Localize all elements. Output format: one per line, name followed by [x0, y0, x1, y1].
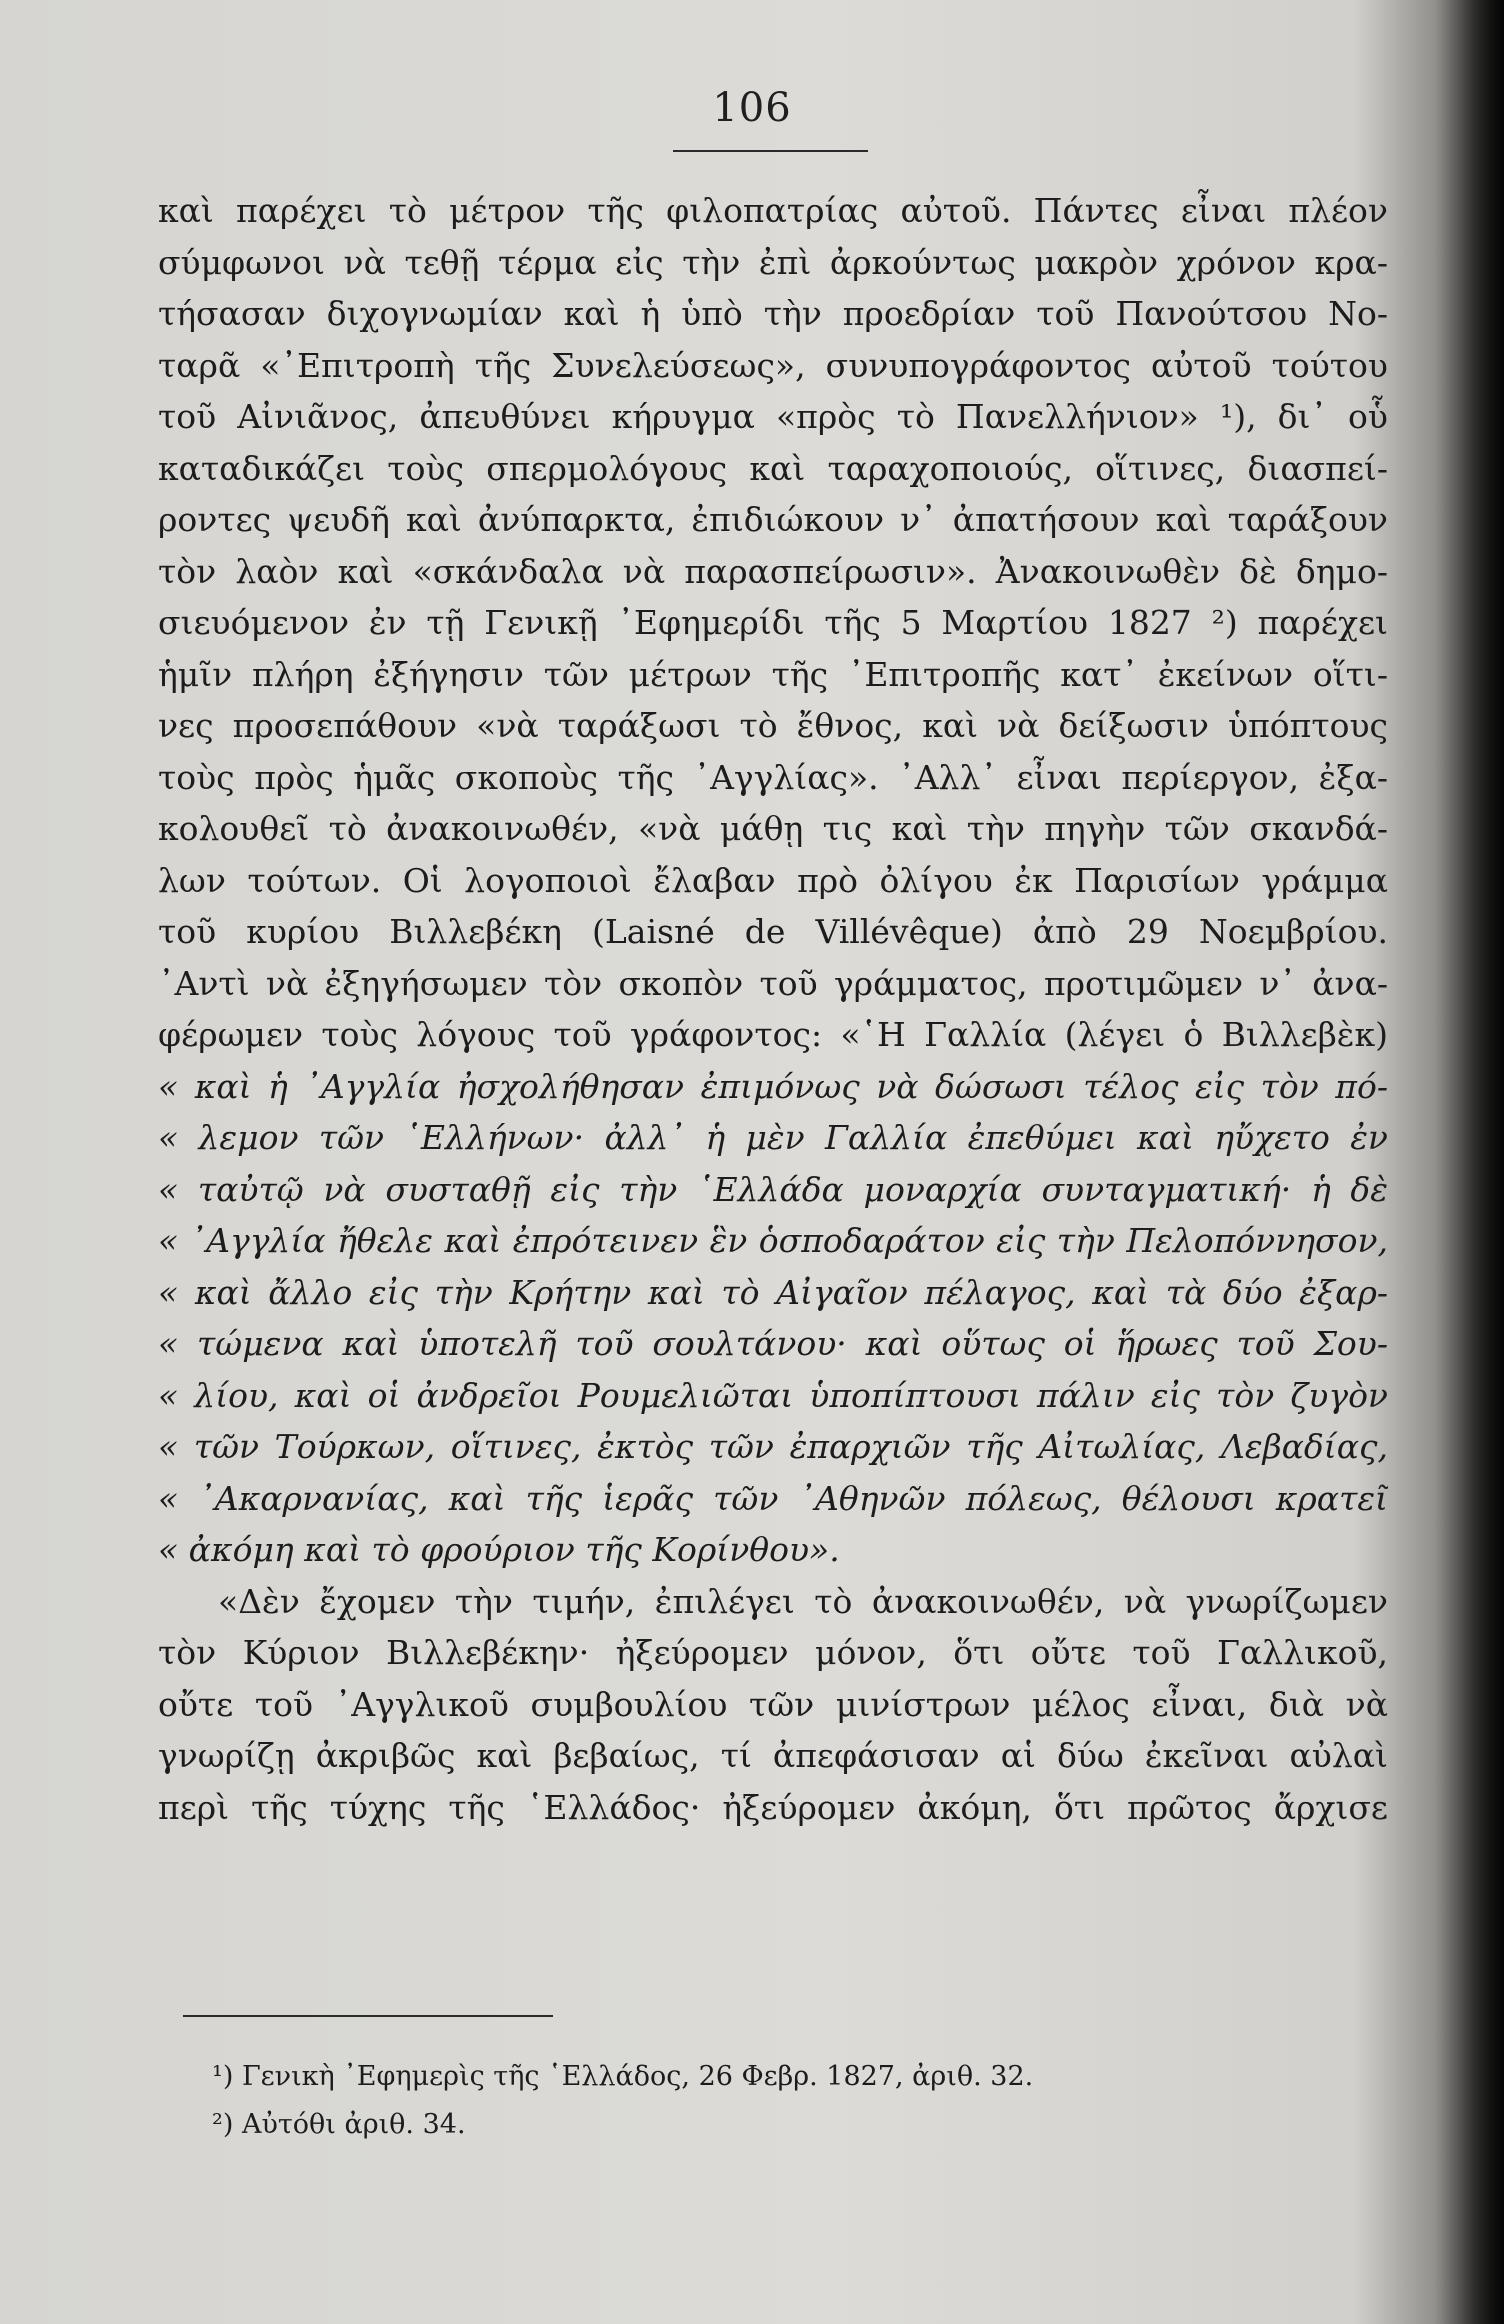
body-line: τὸν Κύριον Βιλλεβέκην· ἠξεύρομεν μόνον, ὅτι οὔτε τοῦ Γαλλικοῦ,	[158, 1633, 1388, 1672]
body-line: λων τούτων. Οἱ λογοποιοὶ ἔλαβαν πρὸ ὀλίγου ἐκ Παρισίων γράμμα	[158, 860, 1388, 900]
page-number: 106	[712, 85, 792, 131]
body-line: «Δὲν ἔχομεν τὴν τιμήν, ἐπιλέγει τὸ ἀνακοινωθέν, νὰ γνωρίζωμεν	[218, 1581, 1388, 1621]
body-line: τήσασαν διχογνωμίαν καὶ ἡ ὑπὸ τὴν προεδρίαν τοῦ Πανούτσου Νο-	[158, 294, 1388, 333]
quote-line: « ᾿Αγγλία ἤθελε καὶ ἐπρότεινεν ἓν ὁσποδαράτον εἰς τὴν Πελοπόννησον,	[158, 1221, 1388, 1260]
body-line: περὶ τῆς τύχης τῆς ῾Ελλάδος· ἠξεύρομεν ἀκόμη, ὅτι πρῶτος ἄρχισε	[158, 1787, 1388, 1827]
body-line: φέρωμεν τοὺς λόγους τοῦ γράφοντος: «῾Η Γαλλία (λέγει ὁ Βιλλεβὲκ)	[158, 1015, 1388, 1054]
body-line: σιευόμενον ἐν τῇ Γενικῇ ᾿Εφημερίδι τῆς 5 Μαρτίου 1827 ²) παρέχει	[158, 603, 1388, 642]
body-line: τοὺς πρὸς ἡμᾶς σκοποὺς τῆς ᾿Αγγλίας». ᾿Αλλ᾿ εἶναι περίεργον, ἐξα-	[158, 757, 1388, 797]
body-line: καὶ παρέχει τὸ μέτρον τῆς φιλοπατρίας αὐτοῦ. Πάντες εἶναι πλέον	[158, 191, 1388, 230]
body-line: ταρᾶ «᾿Επιτροπὴ τῆς Συνελεύσεως», συνυπογράφοντος αὐτοῦ τούτου	[158, 345, 1388, 385]
book-spine-shadow	[1434, 0, 1504, 2324]
body-text	[158, 185, 1388, 1833]
body-line: τοῦ Αἰνιᾶνος, ἀπευθύνει κήρυγμα «πρὸς τὸ Πανελλήνιον» ¹), δι᾿ οὗ	[158, 397, 1388, 436]
body-line: ᾿Αντὶ νὰ ἐξηγήσωμεν τὸν σκοπὸν τοῦ γράμματος, προτιμῶμεν ν᾿ ἀνα-	[158, 963, 1388, 1003]
body-line: ἡμῖν πλήρη ἐξήγησιν τῶν μέτρων τῆς ᾿Επιτροπῆς κατ᾿ ἐκείνων οἵτι-	[158, 654, 1388, 694]
quote-line: « ταὐτῷ νὰ συσταθῇ εἰς τὴν ῾Ελλάδα μοναρχία συνταγματική· ἡ δὲ	[158, 1169, 1388, 1209]
body-line: τὸν λαὸν καὶ «σκάνδαλα νὰ παρασπείρωσιν». Ἀνακοινωθὲν δὲ δημο-	[158, 551, 1388, 591]
footnote-rule	[183, 2015, 553, 2017]
body-line: καταδικάζει τοὺς σπερμολόγους καὶ ταραχοποιούς, οἵτινες, διασπεί-	[158, 448, 1388, 488]
body-line: οὔτε τοῦ ᾿Αγγλικοῦ συμβουλίου τῶν μινίστρων μέλος εἶναι, διὰ νὰ	[158, 1684, 1388, 1724]
quote-line: « καὶ ἄλλο εἰς τὴν Κρήτην καὶ τὸ Αἰγαῖον πέλαγος, καὶ τὰ δύο ἐξαρ-	[158, 1272, 1388, 1312]
footnote: ¹) Γενικὴ ᾿Εφημερὶς τῆς ῾Ελλάδος, 26 Φεβρ. 1827, ἀριθ. 32.	[212, 2061, 1034, 2092]
quote-line: « ἀκόμη καὶ τὸ φρούριον τῆς Κορίνθου».	[158, 1530, 840, 1569]
header-rule	[673, 150, 868, 152]
quote-line: « τῶν Τούρκων, οἵτινες, ἐκτὸς τῶν ἐπαρχιῶν τῆς Αἰτωλίας, Λεβαδίας,	[158, 1427, 1388, 1466]
footnote: ²) Αὐτόθι ἀριθ. 34.	[212, 2109, 466, 2140]
body-line: κολουθεῖ τὸ ἀνακοινωθέν, «νὰ μάθῃ τις καὶ τὴν πηγὴν τῶν σκανδά-	[158, 809, 1388, 848]
body-line: ροντες ψευδῆ καὶ ἀνύπαρκτα, ἐπιδιώκουν ν᾿ ἀπατήσουν καὶ ταράξουν	[158, 500, 1388, 539]
body-line: τοῦ κυρίου Βιλλεβέκη (Laisné de Villévêque) ἀπὸ 29 Νοεμβρίου.	[158, 912, 1388, 951]
quote-line: « ᾿Ακαρνανίας, καὶ τῆς ἱερᾶς τῶν ᾿Αθηνῶν πόλεως, θέλουσι κρατεῖ	[158, 1478, 1388, 1518]
footnotes	[212, 2053, 1312, 2149]
body-line: νες προσεπάθουν «νὰ ταράξωσι τὸ ἔθνος, καὶ νὰ δείξωσιν ὑπόπτους	[158, 706, 1388, 745]
body-line: σύμφωνοι νὰ τεθῇ τέρμα εἰς τὴν ἐπὶ ἀρκούντως μακρὸν χρόνον κρα-	[158, 242, 1388, 282]
quote-line: « τώμενα καὶ ὑποτελῆ τοῦ σουλτάνου· καὶ οὕτως οἱ ἥρωες τοῦ Σου-	[158, 1324, 1388, 1363]
quote-line: « καὶ ἡ ᾿Αγγλία ἠσχολήθησαν ἐπιμόνως νὰ δώσωσι τέλος εἰς τὸν πό-	[158, 1066, 1388, 1106]
body-line: γνωρίζῃ ἀκριβῶς καὶ βεβαίως, τί ἀπεφάσισαν αἱ δύω ἐκεῖναι αὐλαὶ	[158, 1736, 1388, 1775]
quote-line: « λεμον τῶν ῾Ελλήνων· ἀλλ᾿ ἡ μὲν Γαλλία ἐπεθύμει καὶ ηὔχετο ἐν	[158, 1118, 1388, 1157]
quote-line: « λίου, καὶ οἱ ἀνδρεῖοι Ρουμελιῶται ὑποπίπτουσι πάλιν εἰς τὸν ζυγὸν	[158, 1375, 1388, 1415]
